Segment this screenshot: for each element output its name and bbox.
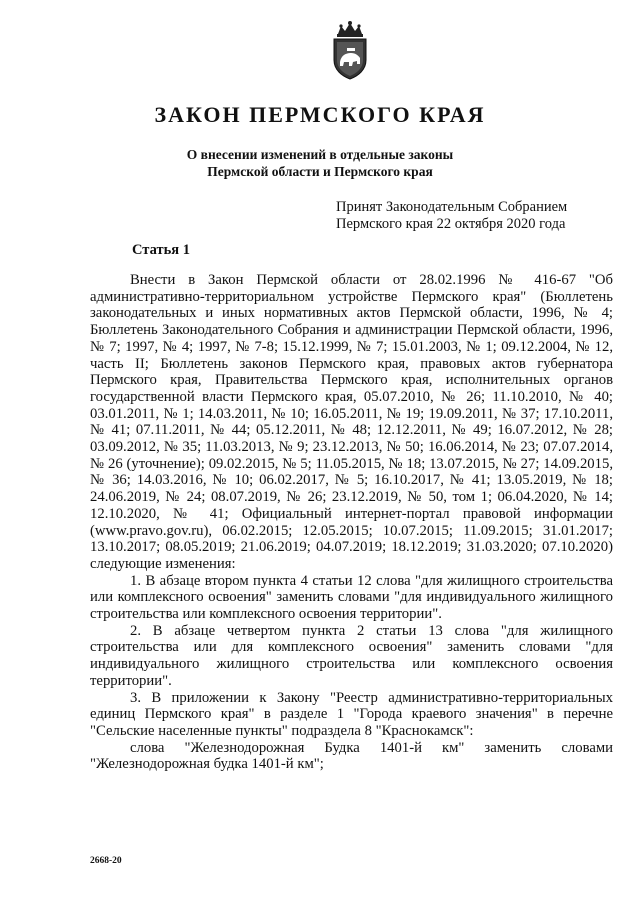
article-item: 3. В приложении к Закону "Реестр административно-территориальных единиц Пермского края" в разделе 1 "Города краевого значения" в перечне "Сельские населенные пункты" подраздела 8 "Краснокамск":: [90, 689, 613, 739]
law-title: ЗАКОН ПЕРМСКОГО КРАЯ: [154, 102, 486, 127]
article-body: [90, 272, 613, 773]
coat-of-arms-icon: [325, 20, 375, 82]
article-item: слова "Железнодорожная Будка 1401-й км" заменить словами "Железнодорожная будка 1401-й км";: [90, 739, 613, 773]
adoption-note-line-1: Принят Законодательным Собранием: [336, 199, 568, 215]
law-subtitle-line-1: О внесении изменений в отдельные законы: [186, 147, 454, 162]
document-number: 2668-20: [90, 856, 122, 866]
adoption-note: [336, 199, 636, 233]
law-subtitle-line-2: Пермской области и Пермского края: [207, 164, 433, 179]
law-subtitle: [0, 146, 640, 180]
adoption-note-line-2: Пермского края 22 октября 2020 года: [336, 216, 566, 232]
article-heading: Статья 1: [132, 242, 190, 258]
article-item: 1. В абзаце втором пункта 4 статьи 12 слова "для жилищного строительства или комплексного освоения" заменить словами "для индивидуального жилищного строительства или комплексного освоения территории".: [90, 572, 613, 623]
article-item: 2. В абзаце четвертом пункта 2 статьи 13 слова "для жилищного строительства или для комплексного освоения" заменить словами "для индивидуального жилищного строительства или комплексного освоения территории".: [90, 622, 613, 689]
article-intro-paragraph: Внести в Закон Пермской области от 28.02.1996 № 416-67 "Об административно-территориальном устройстве Пермского края" (Бюллетень законодательных и иных нормативных актов Пермской области, 1996, № 4; Бюллетень Законодательного Собрания и администрации Пермской области, 1996, № 7; 1997, № 4; 1997, № 7-8; 15.12.1999, № 7; 15.01.2003, № 1; 09.12.2004, № 12, часть II; Бюллетень законов Пермского края, правовых актов губернатора Пермского края, Правительства Пермского края, исполнительных органов государственной власти Пермского края, 05.07.2010, № 26; 11.10.2010, № 40; 03.01.2011, № 1; 14.03.2011, № 10; 16.05.2011, № 19; 19.09.2011, № 37; 17.10.2011, № 41; 07.11.2011, № 44; 05.12.2011, № 48; 12.12.2011, № 49; 16.07.2012, № 28; 03.09.2012, № 35; 11.03.2013, № 9; 23.12.2013, № 50; 16.06.2014, № 23; 07.07.2014, № 26 (уточнение); 09.02.2015, № 5; 11.05.2015, № 18; 13.07.2015, № 27; 14.09.2015, № 36; 14.03.2016, № 10; 06.02.2017, № 5; 16.10.2017, № 41; 13.05.2019, № 18; 24.06.2019, № 24; 08.07.2019, № 26; 23.12.2019, № 50, том 1; 06.04.2020, № 14; 12.10.2020, № 41; Официальный интернет-портал правовой информации (www.pravo.gov.ru), 06.02.2015; 12.05.2015; 10.07.2015; 11.09.2015; 31.01.2017; 13.10.2017; 08.05.2019; 21.06.2019; 04.07.2019; 18.12.2019; 31.03.2020; 07.10.2020) следующие изменения:: [90, 272, 613, 572]
